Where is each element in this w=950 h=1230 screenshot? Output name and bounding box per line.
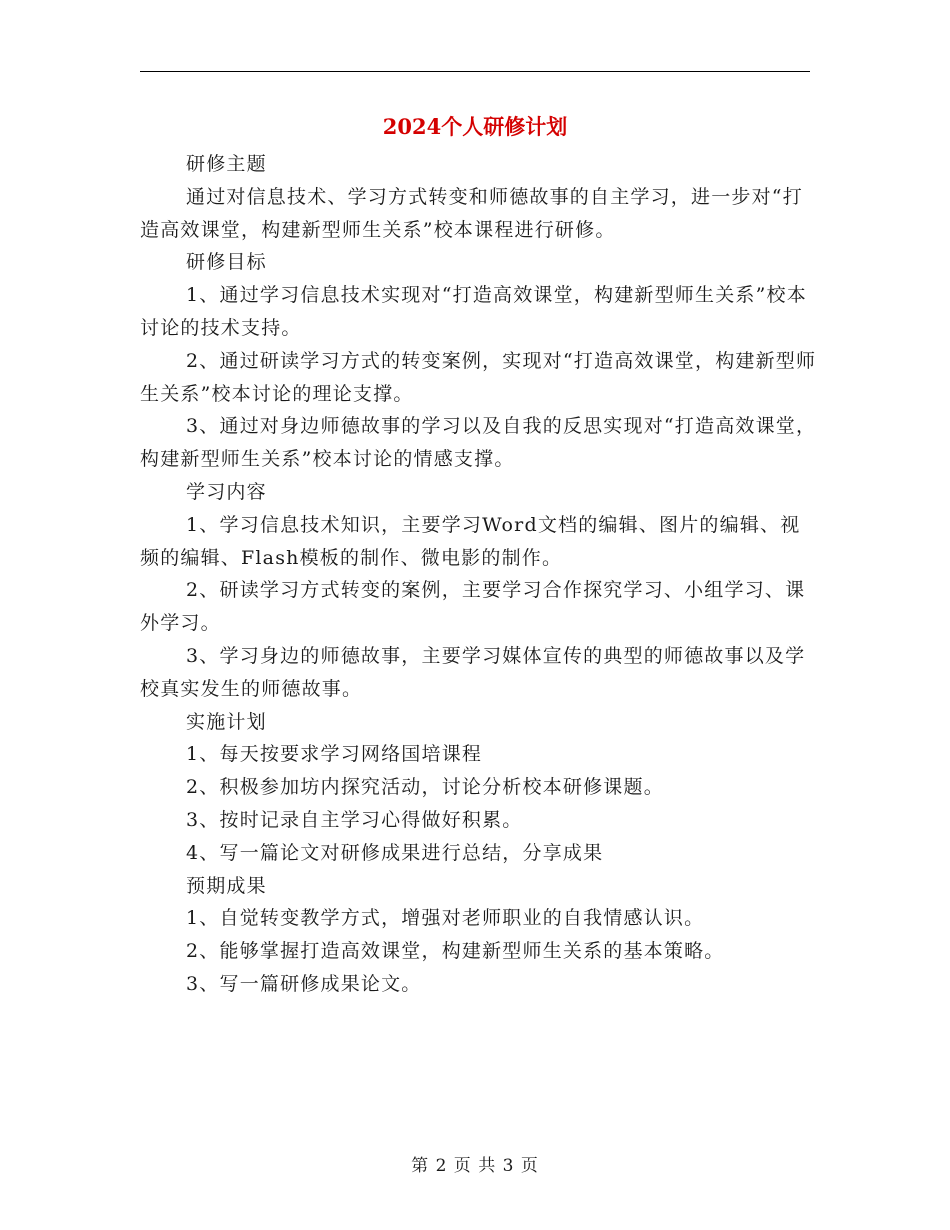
header-rule <box>140 71 810 72</box>
section-heading: 研修主题 <box>186 153 267 175</box>
paragraph: 通过对信息技术、学习方式转变和师德故事的自主学习，进一步对“打造高效课堂，构建新型师生关系”校本课程进行研修。 <box>140 185 803 241</box>
section-heading: 预期成果 <box>186 874 267 897</box>
paragraph: 2、研读学习方式转变的案例，主要学习合作探究学习、小组学习、课外学习。 <box>140 579 806 635</box>
document-body <box>140 148 820 1001</box>
paragraph: 3、通过对身边师德故事的学习以及自我的反思实现对“打造高效课堂，构建新型师生关系”校本讨论的情感支撑。 <box>140 415 817 471</box>
paragraph: 1、学习信息技术知识，主要学习Word文档的编辑、图片的编辑、视频的编辑、Flash模板的制作、微电影的制作。 <box>140 513 801 569</box>
paragraph: 1、自觉转变教学方式，增强对老师职业的自我情感认识。 <box>186 907 705 930</box>
paragraph: 3、按时记录自主学习心得做好积累。 <box>186 808 523 831</box>
paragraph: 3、写一篇研修成果论文。 <box>186 972 422 995</box>
page-number-footer: 第 2 页 共 3 页 <box>411 1156 539 1176</box>
section-heading: 研修目标 <box>186 251 267 274</box>
paragraph: 1、通过学习信息技术实现对“打造高效课堂，构建新型师生关系”校本讨论的技术支持。 <box>140 284 807 339</box>
paragraph: 2、能够掌握打造高效课堂，构建新型师生关系的基本策略。 <box>186 940 725 963</box>
paragraph: 4、写一篇论文对研修成果进行总结，分享成果 <box>186 841 604 864</box>
paragraph: 3、学习身边的师德故事，主要学习媒体宣传的典型的师德故事以及学校真实发生的师德故事。 <box>140 644 806 700</box>
paragraph: 2、通过研读学习方式的转变案例，实现对“打造高效课堂，构建新型师生关系”校本讨论的理论支撑。 <box>140 349 817 405</box>
paragraph: 2、积极参加坊内探究活动，讨论分析校本研修课题。 <box>186 776 664 799</box>
section-heading: 学习内容 <box>186 480 267 503</box>
paragraph: 1、每天按要求学习网络国培课程 <box>186 743 483 766</box>
section-heading: 实施计划 <box>186 710 267 733</box>
document-title: 2024个人研修计划 <box>382 114 568 139</box>
